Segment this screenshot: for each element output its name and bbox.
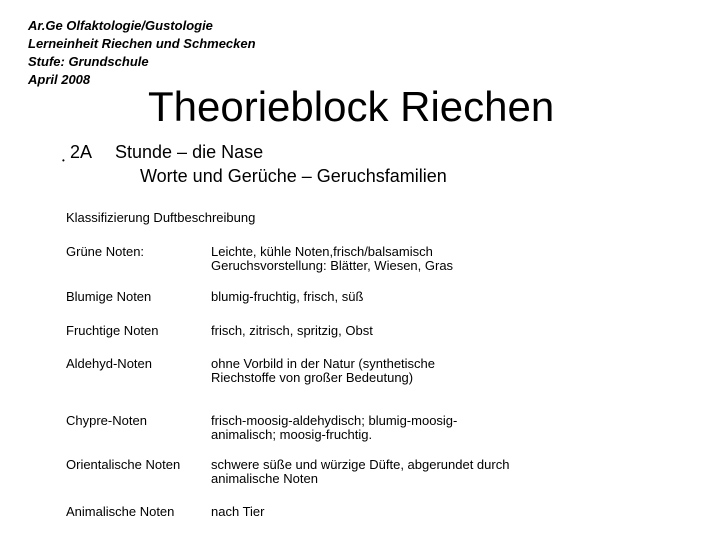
document-header [28,17,256,89]
bullet-marker: • [62,156,65,165]
row-label-animalische: Animalische Noten [66,504,175,519]
row-label-fruchtige: Fruchtige Noten [66,323,159,338]
row-desc-blumige: blumig-fruchtig, frisch, süß [211,289,364,304]
row-label-chypre: Chypre-Noten [66,413,147,428]
row-label-aldehyd: Aldehyd-Noten [66,356,152,371]
row-desc-gruene: Leichte, kühle Noten,frisch/balsamisch Geruchsvorstellung: Blätter, Wiesen, Gras [211,244,454,273]
page-title: Theorieblock Riechen [148,83,555,130]
section-number: 2A [70,142,93,162]
row-desc-fruchtige: frisch, zitrisch, spritzig, Obst [211,323,373,338]
row-label-gruene: Grüne Noten: [66,244,145,259]
row-desc-orientalische: schwere süße und würzige Düfte, abgerundet durch animalische Noten [211,457,510,486]
row-desc-aldehyd: ohne Vorbild in der Natur (synthetische Riechstoffe von großer Bedeutung) [211,356,436,385]
row-desc-chypre: frisch-moosig-aldehydisch; blumig-moosig-animalisch; moosig-fruchtig. [211,413,458,442]
row-label-orientalische: Orientalische Noten [66,457,181,472]
section-title: Stunde – die Nase [115,142,264,162]
header-line-3: Stufe: Grundschule [28,54,149,69]
header-line-4: April 2008 [28,72,91,87]
row-label-blumige: Blumige Noten [66,289,152,304]
row-desc-animalische: nach Tier [211,504,265,519]
classification-heading: Klassifizierung Duftbeschreibung [66,210,256,225]
section-subtitle: Worte und Gerüche – Geruchsfamilien [140,166,447,186]
header-line-2: Lerneinheit Riechen und Schmecken [28,36,256,51]
header-line-1: Ar.Ge Olfaktologie/Gustologie [28,18,213,33]
